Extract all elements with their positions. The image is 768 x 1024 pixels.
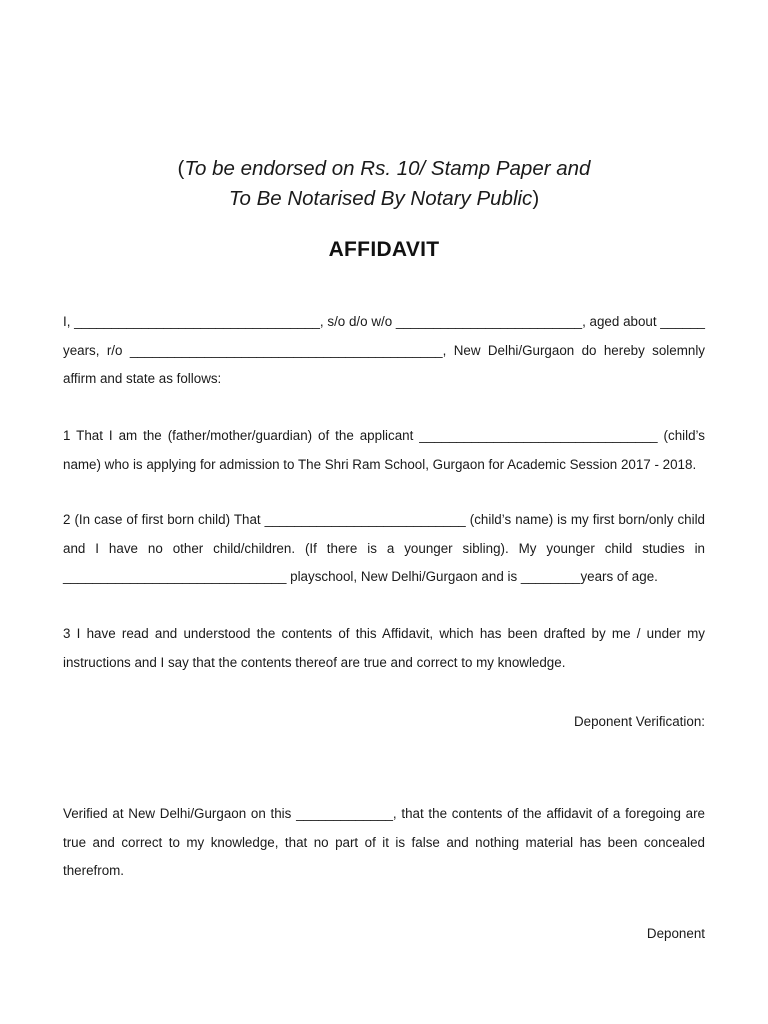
declarant-details-paragraph: I, _________________________________, s/o d/o w/o _________________________, aged about ______ years, r/o __________________________________________, New Delhi/Gurgaon do hereby solemnly affirm and state as follows:	[63, 314, 705, 386]
deponent-verification-heading: Deponent Verification:	[573, 714, 705, 729]
clause-3-paragraph: 3 I have read and understood the contents of this Affidavit, which has been drafted by me / under my instructions and I say that the contents thereof are true and correct to my knowledge.	[63, 626, 705, 670]
deponent-label: Deponent	[646, 926, 705, 941]
note-line1-text: To be endorsed on Rs. 10/ Stamp Paper and	[184, 157, 591, 180]
stamp-paper-note	[0, 154, 768, 214]
stamp-paper-note-line1: (To be endorsed on Rs. 10/ Stamp Paper and	[177, 157, 591, 180]
stamp-paper-note-line2: To Be Notarised By Notary Public)	[228, 187, 540, 210]
clause-1-paragraph: 1 That I am the (father/mother/guardian) of the applicant ________________________________ (child’s name) who is applying for admission to The Shri Ram School, Gurgaon for Academic Session 2017 - 2018.	[63, 428, 705, 472]
clause-2-paragraph: 2 (In case of first born child) That ___________________________ (child’s name) is my first born/only child and I have no other child/children. (If there is a younger sibling). My younger child studies in ______________________________ playschool, New Delhi/Gurgaon and is ________years of age.	[63, 512, 705, 584]
note-line2-text: To Be Notarised By Notary Public	[228, 187, 533, 210]
page-title: AFFIDAVIT	[328, 238, 440, 261]
verification-paragraph: Verified at New Delhi/Gurgaon on this _____________, that the contents of the affidavit of a foregoing are true and correct to my knowledge, that no part of it is false and nothing material has been concealed therefrom.	[63, 806, 705, 878]
